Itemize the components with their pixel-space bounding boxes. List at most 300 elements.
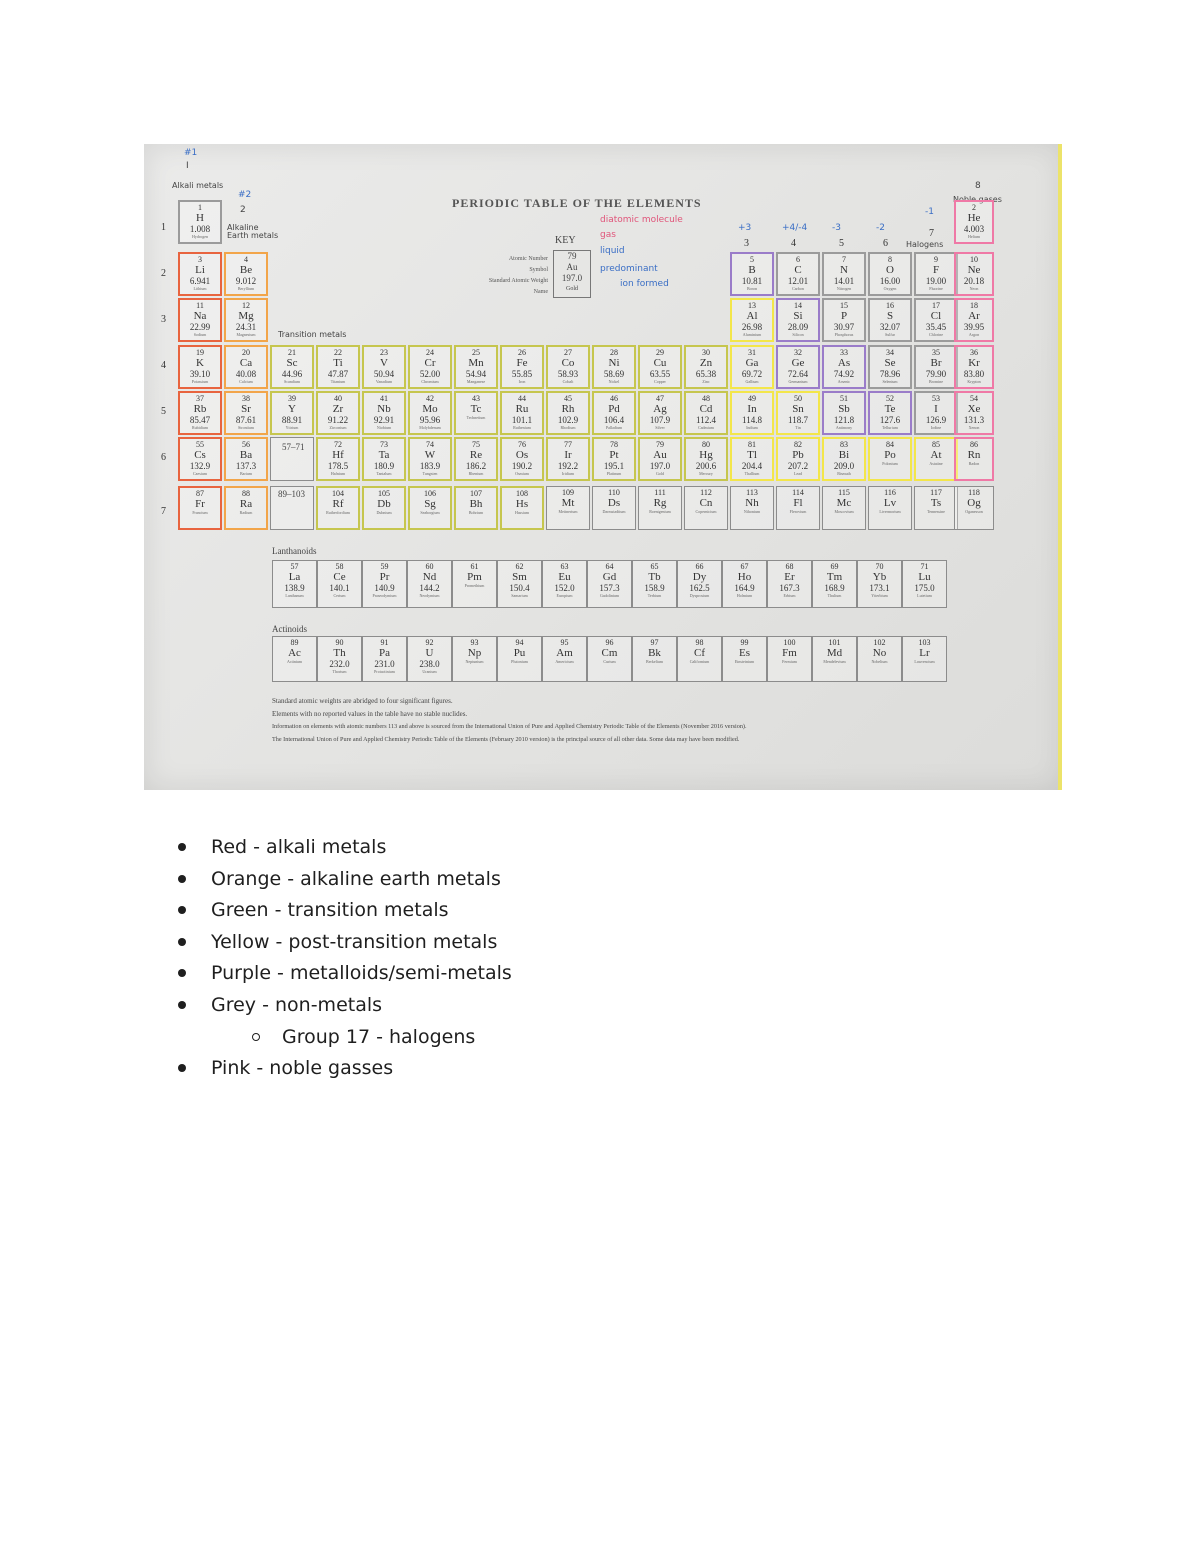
element-number: 106 (424, 489, 436, 498)
actinoid-range: 89–103 (278, 489, 305, 499)
element-number: 32 (794, 348, 802, 357)
element-name: Krypton (967, 379, 981, 384)
element-name: Seaborgium (420, 510, 440, 515)
element-number: 91 (380, 638, 389, 647)
element-weight: 55.85 (511, 369, 533, 379)
element-number: 92 (425, 638, 434, 647)
element-symbol: Cr (424, 357, 436, 369)
element-weight: 28.09 (787, 322, 809, 332)
element-name: Praseodymium (372, 593, 397, 598)
element-cell-li (178, 252, 222, 296)
element-number: 67 (740, 562, 749, 571)
element-number: 33 (840, 348, 848, 357)
element-weight: 112.4 (696, 415, 716, 425)
element-name: Lanthanum (285, 593, 304, 598)
element-weight: 4.003 (963, 224, 985, 234)
element-cell-gd (587, 560, 632, 608)
element-symbol: Pa (379, 647, 390, 659)
element-number: 99 (740, 638, 749, 647)
element-name: Thallium (744, 471, 760, 476)
element-weight: 207.2 (787, 461, 809, 471)
element-name: Barium (240, 471, 252, 476)
element-symbol: Be (239, 264, 253, 276)
element-number: 16 (886, 301, 894, 310)
element-symbol: Gd (602, 571, 617, 583)
element-symbol: Ba (239, 449, 253, 461)
element-number: 56 (242, 440, 250, 449)
element-number: 51 (840, 394, 848, 403)
element-name: Promethium (464, 583, 485, 588)
element-weight: 35.45 (925, 322, 947, 332)
element-symbol: Ta (378, 449, 390, 461)
element-symbol: F (932, 264, 940, 276)
element-cell-au (638, 437, 682, 481)
element-weight: 69.72 (741, 369, 763, 379)
element-cell-ts (914, 486, 958, 530)
element-number: 97 (650, 638, 659, 647)
element-number: 93 (470, 638, 479, 647)
element-number: 11 (196, 301, 204, 310)
element-cell-rf (316, 486, 360, 530)
element-name: Manganese (466, 379, 486, 384)
legend-color: Group 17 (282, 1026, 371, 1048)
element-symbol: Co (561, 357, 575, 369)
element-number: 78 (610, 440, 618, 449)
element-number: 18 (970, 301, 978, 310)
element-number: 70 (875, 562, 884, 571)
element-name: Chromium (421, 379, 439, 384)
element-name: Radium (239, 510, 253, 515)
element-name: Actinium (286, 659, 303, 664)
element-symbol: Cl (930, 310, 942, 322)
element-number: 94 (515, 638, 524, 647)
element-name: Gold (656, 471, 664, 476)
element-weight: 150.4 (509, 583, 530, 593)
legend-desc: - post-transition metals (269, 931, 498, 953)
element-weight: 52.00 (419, 369, 441, 379)
element-name: Radon (968, 461, 980, 466)
legend-item-grey (211, 990, 382, 1020)
element-cell-ba (224, 437, 268, 481)
element-number: 62 (515, 562, 524, 571)
element-weight: 190.2 (511, 461, 533, 471)
element-cell-nd (407, 560, 452, 608)
element-name: Lutetium (917, 593, 932, 598)
element-name: Californium (689, 659, 710, 664)
bullet-icon (178, 1064, 186, 1072)
note-predominant: predominant (600, 264, 658, 274)
element-number: 73 (380, 440, 388, 449)
element-symbol: Ra (239, 498, 253, 510)
bullet-icon (178, 906, 186, 914)
element-number: 76 (518, 440, 526, 449)
element-name: Iridium (562, 471, 574, 476)
element-symbol: Bh (469, 498, 483, 510)
element-cell-te (868, 391, 912, 435)
element-symbol: Lu (918, 571, 931, 583)
element-number: 84 (886, 440, 894, 449)
legend-desc: - alkaline earth metals (281, 868, 501, 890)
element-number: 86 (970, 440, 978, 449)
element-cell-ru (500, 391, 544, 435)
element-cell-h (178, 200, 222, 244)
element-weight: 175.0 (914, 583, 935, 593)
element-symbol: Fm (782, 647, 797, 659)
element-name: Astatine (929, 461, 943, 466)
element-name: Oxygen (883, 286, 897, 291)
period-label: 4 (161, 360, 166, 371)
element-weight: 54.94 (465, 369, 487, 379)
footnote: Standard atomic weights are abridged to four significant figures. (272, 697, 453, 705)
element-symbol: Am (556, 647, 573, 659)
element-cell-mn (454, 345, 498, 389)
element-weight: 106.4 (603, 415, 625, 425)
element-symbol: Np (467, 647, 482, 659)
element-name: Boron (747, 286, 757, 291)
element-cell-md (812, 636, 857, 682)
element-weight: 186.2 (465, 461, 487, 471)
footnote: Elements with no reported values in the table have no stable nuclides. (272, 710, 468, 718)
element-cell-tl (730, 437, 774, 481)
element-name: Potassium (191, 379, 209, 384)
note-grp17: -1 (925, 207, 934, 217)
legend-color: Grey (211, 994, 257, 1016)
element-weight: 138.9 (284, 583, 305, 593)
element-name: Tellurium (882, 425, 898, 430)
element-number: 13 (748, 301, 756, 310)
key-number: 79 (567, 251, 577, 261)
element-name: Tin (795, 425, 801, 430)
element-weight: 131.3 (963, 415, 985, 425)
element-name: Rhodium (560, 425, 576, 430)
element-number: 117 (930, 488, 942, 497)
element-name: Hydrogen (192, 234, 208, 239)
element-symbol: Bk (648, 647, 661, 659)
element-symbol: He (967, 212, 981, 224)
element-symbol: Cn (699, 497, 713, 509)
period-label: 2 (161, 268, 166, 279)
note-group18-name: Noble gases (953, 195, 1002, 204)
element-symbol: Pu (513, 647, 526, 659)
element-name: Calcium (239, 379, 253, 384)
element-cell-no (857, 636, 902, 682)
element-cell-np (452, 636, 497, 682)
element-name: Scandium (284, 379, 300, 384)
element-number: 27 (564, 348, 572, 357)
element-weight: 78.96 (879, 369, 901, 379)
element-cell-br (914, 345, 958, 389)
element-name: Tennessine (927, 509, 945, 514)
element-name: Terbium (647, 593, 662, 598)
element-cell-k (178, 345, 222, 389)
element-cell-am (542, 636, 587, 682)
element-name: Curium (603, 659, 616, 664)
element-cell-al (730, 298, 774, 342)
element-symbol: Pb (792, 449, 804, 461)
element-name: Roentgenium (649, 509, 671, 514)
bullet-icon (178, 843, 186, 851)
element-symbol: P (840, 310, 848, 322)
element-number: 72 (334, 440, 342, 449)
element-number: 6 (796, 255, 800, 264)
element-weight: 44.96 (281, 369, 303, 379)
element-weight: 132.9 (189, 461, 211, 471)
element-name: Oganesson (965, 509, 983, 514)
element-name: Xenon (968, 425, 980, 430)
element-name: Berkelium (646, 659, 663, 664)
element-cell-og (954, 486, 994, 530)
legend-color: Purple (211, 962, 272, 984)
element-name: Samarium (511, 593, 528, 598)
element-cell-ca (224, 345, 268, 389)
key-label-symbol: Symbol (529, 267, 548, 273)
element-cell-cu (638, 345, 682, 389)
element-cell-ce (317, 560, 362, 608)
element-symbol: No (872, 647, 887, 659)
element-weight: 167.3 (779, 583, 800, 593)
element-number: 15 (840, 301, 848, 310)
element-weight: 200.6 (695, 461, 717, 471)
element-number: 45 (564, 394, 572, 403)
element-cell-ta (362, 437, 406, 481)
element-cell-ra (224, 486, 268, 530)
element-weight: 204.4 (741, 461, 763, 471)
element-symbol: Tl (747, 449, 757, 461)
element-weight: 197.0 (649, 461, 671, 471)
element-number: 109 (562, 488, 574, 497)
element-name: Copernicium (695, 509, 717, 514)
element-cell-cl (914, 298, 958, 342)
element-symbol: V (380, 357, 388, 369)
element-weight: 158.9 (644, 583, 665, 593)
element-number: 3 (198, 255, 202, 264)
element-weight: 164.9 (734, 583, 755, 593)
element-cell-zn (684, 345, 728, 389)
element-number: 43 (472, 394, 480, 403)
element-symbol: Ti (333, 357, 343, 369)
element-number: 5 (750, 255, 754, 264)
element-number: 74 (426, 440, 434, 449)
element-cell-co (546, 345, 590, 389)
element-cell-bk (632, 636, 677, 682)
element-cell-mc (822, 486, 866, 530)
note-group2-number: #2 (238, 190, 252, 200)
element-name: Iodine (930, 425, 942, 430)
element-cell-pm (452, 560, 497, 608)
element-cell-lr (902, 636, 947, 682)
element-number: 108 (516, 489, 528, 498)
legend-color: Yellow (211, 931, 270, 953)
element-number: 118 (968, 488, 980, 497)
element-cell-kr (954, 345, 994, 389)
element-weight: 83.80 (963, 369, 985, 379)
element-symbol: Lr (919, 647, 930, 659)
element-cell-sb (822, 391, 866, 435)
element-name: Sulfur (885, 332, 895, 337)
element-symbol: Ds (607, 497, 621, 509)
element-number: 111 (654, 488, 666, 497)
element-name: Nickel (608, 379, 620, 384)
element-weight: 121.8 (833, 415, 855, 425)
element-weight: 87.61 (235, 415, 257, 425)
element-cell-he (954, 200, 994, 244)
footnote: The International Union of Pure and Applied Chemistry Periodic Table of the Elements (February 2010 version) is the principal source of all other data. Some data may have been modified. (272, 736, 740, 743)
element-symbol: Mt (561, 497, 575, 509)
element-cell-eu (542, 560, 587, 608)
element-name: Nitrogen (836, 286, 852, 291)
legend-desc: - alkali metals (247, 836, 387, 858)
element-symbol: C (794, 264, 802, 276)
element-name: Neodymium (419, 593, 440, 598)
element-cell-ir (546, 437, 590, 481)
group13-label: 3 (744, 238, 749, 249)
element-name: Molybdenum (419, 425, 441, 430)
element-number: 69 (830, 562, 839, 571)
element-cell-dy (677, 560, 722, 608)
element-name: Technetium (466, 415, 486, 420)
element-name: Gallium (745, 379, 759, 384)
element-name: Palladium (605, 425, 623, 430)
element-number: 88 (242, 489, 250, 498)
element-number: 14 (794, 301, 802, 310)
element-cell-na (178, 298, 222, 342)
element-symbol: Pm (467, 571, 482, 583)
element-cell-rb (178, 391, 222, 435)
legend-desc: - transition metals (268, 899, 449, 921)
element-number: 77 (564, 440, 572, 449)
element-number: 42 (426, 394, 434, 403)
element-number: 17 (932, 301, 940, 310)
element-cell-sm (497, 560, 542, 608)
element-name: Darmstadtium (602, 509, 626, 514)
legend-desc: - metalloids/semi-metals (271, 962, 512, 984)
key-box (553, 250, 591, 298)
element-name: Titanium (330, 379, 346, 384)
element-weight: 195.1 (603, 461, 625, 471)
legend-desc: - non-metals (256, 994, 383, 1016)
legend-item-yellow (211, 927, 497, 957)
element-weight: 162.5 (689, 583, 710, 593)
element-cell-cs (178, 437, 222, 481)
element-name: Selenium (882, 379, 898, 384)
element-number: 10 (970, 255, 978, 264)
element-cell-ti (316, 345, 360, 389)
element-weight: 152.0 (554, 583, 575, 593)
element-name: Hafnium (330, 471, 346, 476)
element-name: Antimony (835, 425, 853, 430)
element-number: 104 (332, 489, 344, 498)
element-name: Europium (556, 593, 573, 598)
element-number: 54 (970, 394, 978, 403)
element-cell-ho (722, 560, 767, 608)
element-cell-nb (362, 391, 406, 435)
element-number: 21 (288, 348, 296, 357)
element-weight: 85.47 (189, 415, 211, 425)
element-name: Niobium (376, 425, 392, 430)
element-symbol: Zn (699, 357, 713, 369)
element-symbol: In (747, 403, 757, 415)
element-name: Erbium (783, 593, 796, 598)
element-symbol: K (196, 357, 204, 369)
element-name: Argon (968, 332, 980, 337)
note-diatomic: diatomic molecule (600, 215, 683, 225)
element-weight: 40.08 (235, 369, 257, 379)
element-symbol: Mo (422, 403, 438, 415)
element-weight: 232.0 (329, 659, 350, 669)
element-name: Dysprosium (689, 593, 710, 598)
element-cell-mt (546, 486, 590, 530)
element-name: Nobelium (871, 659, 888, 664)
element-number: 113 (746, 488, 758, 497)
note-grp15: -3 (832, 223, 841, 233)
element-name: Arsenic (837, 379, 851, 384)
element-weight: 231.0 (374, 659, 395, 669)
element-symbol: Ru (515, 403, 529, 415)
element-number: 20 (242, 348, 250, 357)
element-symbol: Os (515, 449, 529, 461)
element-name: Beryllium (237, 286, 255, 291)
element-cell-pt (592, 437, 636, 481)
element-cell-fm (767, 636, 812, 682)
paper-edge (1058, 144, 1062, 790)
element-name: Tantalum (376, 471, 392, 476)
element-name: Lithium (193, 286, 207, 291)
element-symbol: Es (739, 647, 750, 659)
element-number: 9 (934, 255, 938, 264)
element-symbol: Br (930, 357, 942, 369)
element-name: Helium (968, 234, 980, 239)
element-weight: 91.22 (327, 415, 349, 425)
element-cell-v (362, 345, 406, 389)
element-cell-u (407, 636, 452, 682)
element-name: Silicon (792, 332, 804, 337)
element-symbol: Ac (288, 647, 301, 659)
element-number: 23 (380, 348, 388, 357)
element-number: 46 (610, 394, 618, 403)
element-symbol: Tb (648, 571, 661, 583)
element-cell-la (272, 560, 317, 608)
element-number: 58 (335, 562, 344, 571)
key-symbol: Au (566, 262, 578, 272)
element-symbol: Mg (238, 310, 254, 322)
element-number: 75 (472, 440, 480, 449)
element-symbol: Tm (826, 571, 843, 583)
element-cell-pr (362, 560, 407, 608)
element-number: 53 (932, 394, 940, 403)
element-symbol: Li (195, 264, 205, 276)
element-name: Platinum (606, 471, 622, 476)
element-number: 38 (242, 394, 250, 403)
element-cell-tb (632, 560, 677, 608)
note-group2-roman: 2 (240, 205, 246, 215)
bullet-icon (178, 938, 186, 946)
element-weight: 65.38 (695, 369, 717, 379)
note-group1-one: I (186, 161, 189, 171)
element-name: Osmium (515, 471, 529, 476)
element-name: Moscovium (834, 509, 854, 514)
element-name: Cobalt (562, 379, 574, 384)
element-cell-bh (454, 486, 498, 530)
element-number: 107 (470, 489, 482, 498)
lanthanoid-range: 57–71 (282, 442, 305, 452)
element-symbol: Nd (422, 571, 437, 583)
element-name: Flerovium (789, 509, 807, 514)
element-number: 63 (560, 562, 569, 571)
element-weight: 19.00 (925, 276, 947, 286)
key-label-name: Name (533, 289, 548, 295)
element-number: 59 (380, 562, 389, 571)
element-name: Tungsten (422, 471, 438, 476)
